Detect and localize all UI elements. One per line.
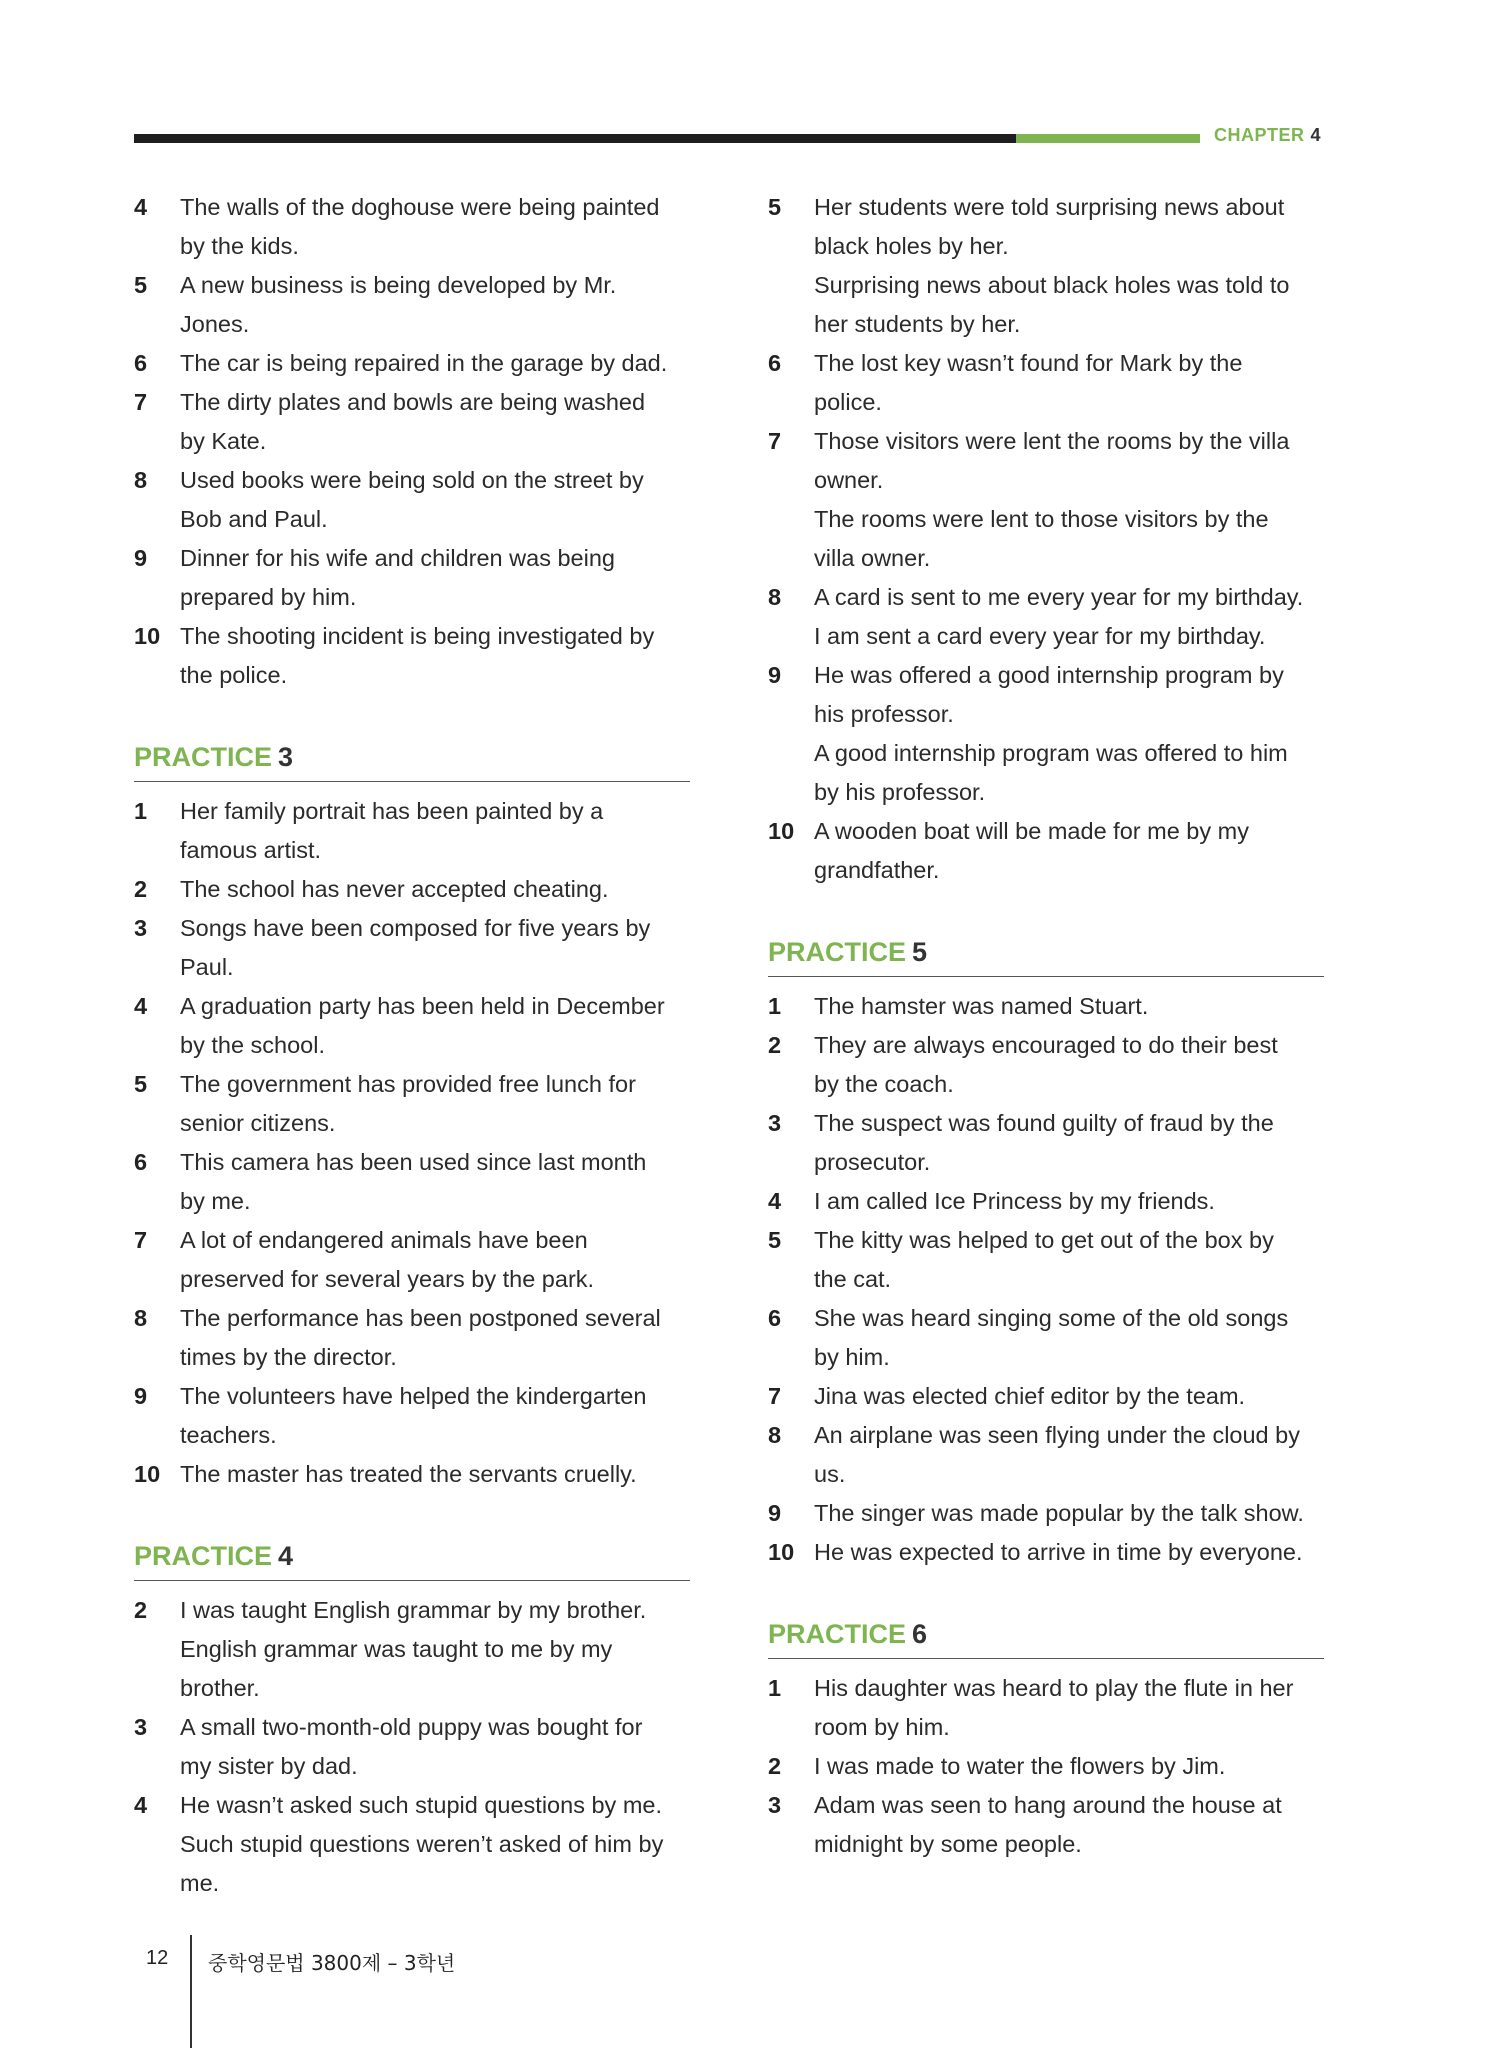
item-text-line: my sister by dad. (180, 1753, 358, 1779)
item-text-line: Her students were told surprising news about (814, 194, 1285, 220)
item-text-line: Such stupid questions weren’t asked of him by (180, 1831, 664, 1857)
item-text-line: The government has provided free lunch for (180, 1071, 636, 1097)
answer-item (768, 812, 1324, 890)
answer-item (768, 1221, 1324, 1299)
answer-item (768, 1533, 1324, 1572)
item-text-line: Adam was seen to hang around the house at (814, 1792, 1282, 1818)
item-text-line: The singer was made popular by the talk show. (814, 1500, 1304, 1526)
item-text-line: Bob and Paul. (180, 506, 328, 532)
item-text-line: A graduation party has been held in December (180, 993, 665, 1019)
item-number: 6 (768, 350, 782, 376)
left-column (134, 188, 690, 1903)
item-text-line: by his professor. (814, 779, 986, 805)
item-number: 7 (768, 1383, 782, 1409)
item-text-line: The suspect was found guilty of fraud by the (814, 1110, 1274, 1136)
item-number: 4 (134, 993, 148, 1019)
header-rule-dark (134, 134, 1016, 143)
answer-item (134, 870, 690, 909)
item-text-line: Paul. (180, 954, 234, 980)
item-text-line: The dirty plates and bowls are being washed (180, 389, 646, 415)
item-text-line: villa owner. (814, 545, 931, 571)
answer-item (134, 188, 690, 266)
chapter-label: CHAPTER 4 (1214, 125, 1322, 145)
item-text-line: The hamster was named Stuart. (814, 993, 1149, 1019)
item-text-line: An airplane was seen flying under the cloud by (814, 1422, 1300, 1448)
answer-item (134, 909, 690, 987)
practice-5-heading: PRACTICE 5 (768, 934, 1324, 977)
item-number: 3 (134, 915, 148, 941)
item-number: 2 (768, 1753, 782, 1779)
item-number: 3 (768, 1792, 782, 1818)
item-text-line: brother. (180, 1675, 260, 1701)
answer-item (134, 1591, 690, 1708)
item-text-line: room by him. (814, 1714, 950, 1740)
item-text-line: I am sent a card every year for my birthday. (814, 623, 1266, 649)
item-number: 6 (134, 1149, 148, 1175)
item-text-line: Jones. (180, 311, 250, 337)
item-text-line: the police. (180, 662, 288, 688)
item-text-line: A small two-month-old puppy was bought for (180, 1714, 643, 1740)
item-text-line: I was made to water the flowers by Jim. (814, 1753, 1226, 1779)
answer-item (134, 1221, 690, 1299)
item-text-line: A card is sent to me every year for my birthday. (814, 584, 1304, 610)
item-text-line: grandfather. (814, 857, 940, 883)
answer-item (768, 1416, 1324, 1494)
answer-item (134, 344, 690, 383)
item-text-line: by the coach. (814, 1071, 954, 1097)
item-text-line: The school has never accepted cheating. (180, 876, 609, 902)
answer-item (768, 1494, 1324, 1533)
item-number: 7 (768, 428, 782, 454)
answer-item (134, 987, 690, 1065)
item-text-line: He was expected to arrive in time by everyone. (814, 1539, 1303, 1565)
item-text-line: The performance has been postponed several (180, 1305, 661, 1331)
answer-item (768, 344, 1324, 422)
item-text-line: A wooden boat will be made for me by my (814, 818, 1249, 844)
item-text-line: Those visitors were lent the rooms by the villa (814, 428, 1290, 454)
header-rule-green (1016, 134, 1200, 143)
item-text-line: The shooting incident is being investigated by (180, 623, 655, 649)
item-text-line: A lot of endangered animals have been (180, 1227, 588, 1253)
item-text-line: prosecutor. (814, 1149, 931, 1175)
item-text-line: the cat. (814, 1266, 892, 1292)
item-number: 1 (768, 1675, 782, 1701)
item-text-line: Used books were being sold on the street by (180, 467, 644, 493)
page-footer (0, 1935, 1497, 2048)
item-text-line: The volunteers have helped the kindergarten (180, 1383, 647, 1409)
item-number: 9 (768, 1500, 782, 1526)
item-text-line: by Kate. (180, 428, 267, 454)
item-number: 7 (134, 1227, 148, 1253)
item-number: 10 (134, 1461, 161, 1487)
page-number: 12 (146, 1947, 169, 1969)
item-text-line: A good internship program was offered to him (814, 740, 1288, 766)
item-text-line: us. (814, 1461, 846, 1487)
answer-item (134, 1377, 690, 1455)
answer-item (134, 1299, 690, 1377)
item-number: 5 (768, 1227, 782, 1253)
book-title: 중학영문법 3800제 – 3학년 (208, 1951, 456, 1975)
item-number: 4 (768, 1188, 782, 1214)
item-text-line: by him. (814, 1344, 890, 1370)
practice-6-list (768, 1669, 1324, 1864)
item-number: 9 (134, 545, 148, 571)
answer-item (768, 1026, 1324, 1104)
item-text-line: Dinner for his wife and children was being (180, 545, 615, 571)
item-text-line: The lost key wasn’t found for Mark by the (814, 350, 1243, 376)
item-number: 8 (134, 467, 148, 493)
item-text-line: teachers. (180, 1422, 277, 1448)
chapter-number: 4 (1310, 125, 1322, 145)
item-text-line: Songs have been composed for five years by (180, 915, 651, 941)
answer-item (134, 461, 690, 539)
item-text-line: I am called Ice Princess by my friends. (814, 1188, 1215, 1214)
answer-item (134, 539, 690, 617)
item-number: 8 (768, 584, 782, 610)
answer-item (134, 1786, 690, 1903)
item-text-line: by the school. (180, 1032, 326, 1058)
item-text-line: I was taught English grammar by my brother. (180, 1597, 647, 1623)
right-top-list (768, 188, 1324, 890)
item-text-line: This camera has been used since last month (180, 1149, 647, 1175)
item-text-line: The kitty was helped to get out of the box by (814, 1227, 1274, 1253)
item-text-line: owner. (814, 467, 884, 493)
item-text-line: times by the director. (180, 1344, 397, 1370)
item-text-line: prepared by him. (180, 584, 357, 610)
item-text-line: He was offered a good internship program by (814, 662, 1284, 688)
answer-item (768, 1786, 1324, 1864)
item-number: 6 (134, 350, 148, 376)
answer-item (768, 1377, 1324, 1416)
item-number: 10 (768, 818, 795, 844)
item-number: 4 (134, 1792, 148, 1818)
right-column (768, 188, 1324, 1864)
item-number: 7 (134, 389, 148, 415)
item-text-line: black holes by her. (814, 233, 1009, 259)
answer-item (768, 1182, 1324, 1221)
item-number: 10 (768, 1539, 795, 1565)
practice-5-list (768, 987, 1324, 1572)
answer-item (768, 987, 1324, 1026)
item-text-line: senior citizens. (180, 1110, 336, 1136)
item-text-line: The master has treated the servants cruelly. (180, 1461, 637, 1487)
answer-item (134, 1455, 690, 1494)
answer-item (768, 1104, 1324, 1182)
item-text-line: her students by her. (814, 311, 1021, 337)
item-text-line: The rooms were lent to those visitors by the (814, 506, 1269, 532)
item-number: 4 (134, 194, 148, 220)
answer-item (134, 617, 690, 695)
item-number: 2 (134, 876, 148, 902)
item-number: 5 (134, 1071, 148, 1097)
item-text-line: famous artist. (180, 837, 322, 863)
item-text-line: by the kids. (180, 233, 299, 259)
item-number: 3 (134, 1714, 148, 1740)
answer-item (134, 792, 690, 870)
item-number: 1 (134, 798, 148, 824)
item-number: 1 (768, 993, 782, 1019)
item-text-line: Jina was elected chief editor by the team. (814, 1383, 1246, 1409)
answer-item (768, 1669, 1324, 1747)
answer-item (134, 1708, 690, 1786)
item-text-line: me. (180, 1870, 220, 1896)
answer-item (134, 383, 690, 461)
footer-divider (190, 1935, 192, 2048)
answer-item (768, 1747, 1324, 1786)
item-text-line: midnight by some people. (814, 1831, 1082, 1857)
item-number: 5 (768, 194, 782, 220)
item-number: 2 (768, 1032, 782, 1058)
item-number: 5 (134, 272, 148, 298)
item-number: 8 (768, 1422, 782, 1448)
answer-item (768, 188, 1324, 344)
practice-3-list (134, 792, 690, 1494)
item-text-line: Surprising news about black holes was told to (814, 272, 1290, 298)
item-text-line: preserved for several years by the park. (180, 1266, 595, 1292)
item-text-line: His daughter was heard to play the flute in her (814, 1675, 1294, 1701)
answer-item (134, 1143, 690, 1221)
item-number: 10 (134, 623, 161, 649)
left-top-list (134, 188, 690, 695)
practice-3-heading: PRACTICE 3 (134, 739, 690, 782)
item-number: 8 (134, 1305, 148, 1331)
item-text-line: They are always encouraged to do their best (814, 1032, 1278, 1058)
item-text-line: He wasn’t asked such stupid questions by me. (180, 1792, 663, 1818)
item-text-line: English grammar was taught to me by my (180, 1636, 613, 1662)
practice-6-heading: PRACTICE 6 (768, 1616, 1324, 1659)
practice-4-heading: PRACTICE 4 (134, 1538, 690, 1581)
answer-item (134, 1065, 690, 1143)
answer-item (768, 656, 1324, 812)
item-number: 3 (768, 1110, 782, 1136)
item-text-line: She was heard singing some of the old songs (814, 1305, 1289, 1331)
item-text-line: A new business is being developed by Mr. (180, 272, 617, 298)
answer-item (134, 266, 690, 344)
item-number: 6 (768, 1305, 782, 1331)
answer-item (768, 578, 1324, 656)
item-text-line: by me. (180, 1188, 251, 1214)
item-text-line: his professor. (814, 701, 954, 727)
answer-item (768, 422, 1324, 578)
item-text-line: Her family portrait has been painted by a (180, 798, 604, 824)
item-number: 2 (134, 1597, 148, 1623)
answer-item (768, 1299, 1324, 1377)
item-number: 9 (768, 662, 782, 688)
item-text-line: The walls of the doghouse were being painted (180, 194, 660, 220)
item-text-line: police. (814, 389, 882, 415)
item-number: 9 (134, 1383, 148, 1409)
item-text-line: The car is being repaired in the garage by dad. (180, 350, 668, 376)
practice-4-list (134, 1591, 690, 1903)
